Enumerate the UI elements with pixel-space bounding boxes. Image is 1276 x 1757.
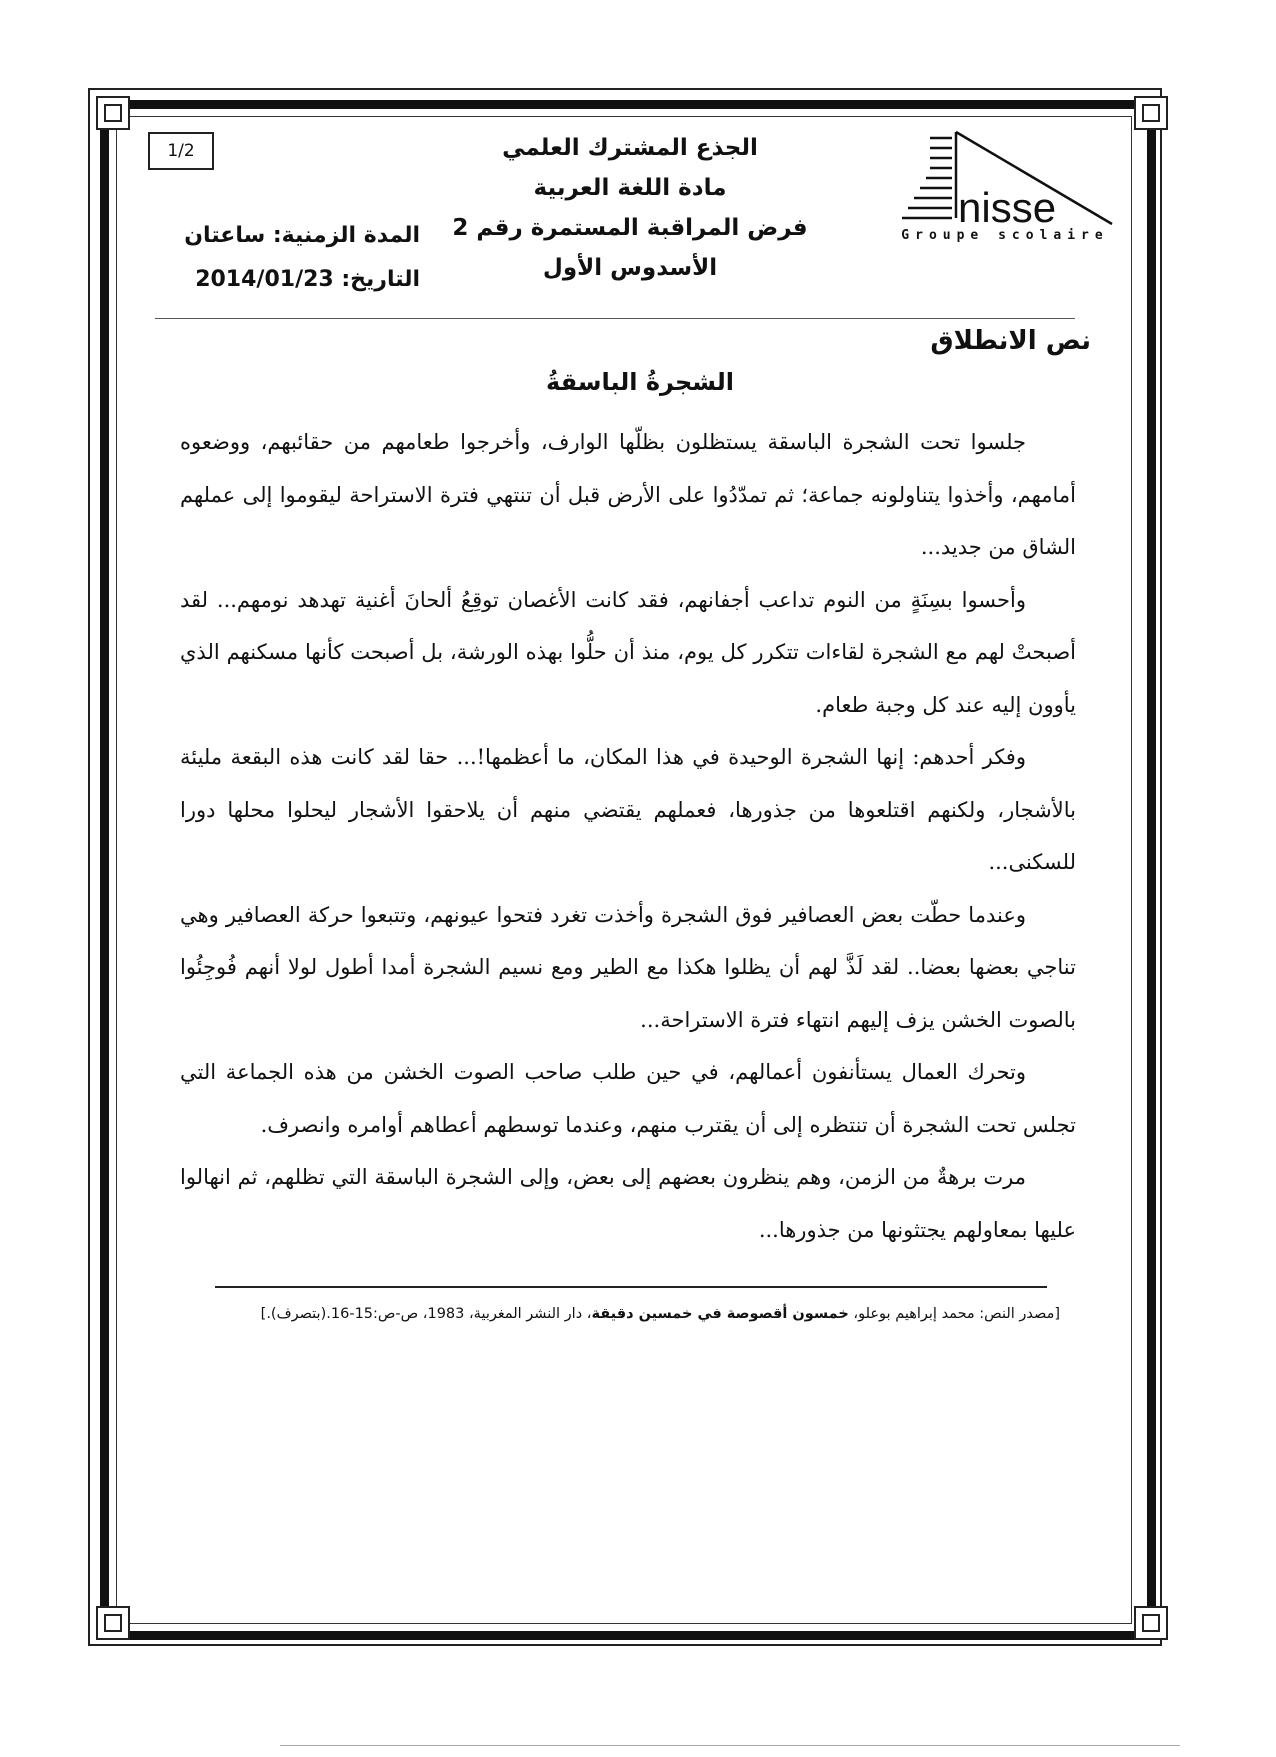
source-suffix: ، دار النشر المغربية، 1983، ص-ص:15-16.(بتصرف).] (260, 1306, 592, 1322)
page-number-box (148, 132, 214, 170)
frame-corner-ornament (1134, 1606, 1168, 1640)
paragraph: وتحرك العمال يستأنفون أعمالهم، في حين طلب صاحب الصوت الخشن من هذه الجماعة التي تجلس تحت الشجرة أن تنتظره إلى أن يقترب منهم، وعندما توسطهم أعطاهم أوامره وانصرف. (180, 1060, 1076, 1137)
exam-label: فرض المراقبة المستمرة رقم 2 (452, 215, 808, 241)
page-number: 1/2 (167, 141, 195, 161)
logo-subtitle: Groupe scolaire (901, 228, 1109, 243)
text-title: الشجرةُ الباسقةُ (546, 368, 734, 396)
paragraph: وأحسوا بسِنَةٍ من النوم تداعب أجفانهم، فقد كانت الأغصان توقِعُ ألحانَ أغنية تهدهد نومهم... لقد أصبحتْ لهم مع الشجرة لقاءات تتكرر كل يوم، منذ أن حلُّوا بهذه الورشة، بل أصبحت كأنها مسكنهم الذي يأوون إليه عند كل وجبة طعام. (180, 587, 1076, 717)
header-divider (155, 318, 1075, 319)
frame-corner-ornament (96, 1606, 130, 1640)
level-label: الجذع المشترك العلمي (502, 135, 758, 161)
duration-label: المدة الزمنية: ساعتان (184, 223, 420, 248)
date-label: التاريخ: 2014/01/23 (195, 267, 420, 292)
paragraph: جلسوا تحت الشجرة الباسقة يستظلون بظلّها الوارف، وأخرجوا طعامهم من حقائبهم، ووضعوه أمامهم، وأخذوا يتناولونه جماعة؛ ثم تمدّدُوا على الأرض قبل أن تنتهي فترة الاستراحة ليقوموا إلى عملهم الشاق من جديد... (180, 430, 1076, 559)
subject-label: مادة اللغة العربية (533, 175, 727, 201)
logo-name: nisse (958, 184, 1057, 231)
exam-meta (180, 214, 420, 302)
section-label: نص الانطلاق (930, 326, 1091, 356)
paragraph: وعندما حطّت بعض العصافير فوق الشجرة وأخذت تغرد فتحوا عيونهم، وتتبعوا حركة العصافير وهي تناجي بعضها بعضا.. لقد لَذَّ لهم أن يظلوا هكذا مع الطير ومع نسيم الشجرة أمدا أطول لولا أنهم فُوجِئُوا بالصوت الخشن يزف إليهم انتهاء فترة الاستراحة... (180, 902, 1076, 1032)
paragraph: وفكر أحدهم: إنها الشجرة الوحيدة في هذا المكان، ما أعظمها!... حقا لقد كانت هذه البقعة مليئة بالأشجار، ولكنهم اقتلعوها من جذورها، فعملهم يقتضي منهم أن يلاحقوا الأشجار ليحلوا محلها دورا للسكنى... (180, 745, 1076, 874)
source-prefix: [مصدر النص: محمد إبراهيم بوعلو، (848, 1306, 1060, 1322)
frame-corner-ornament (1134, 96, 1168, 130)
paragraph: مرت برهةٌ من الزمن، وهم ينظرون بعضهم إلى بعض، وإلى الشجرة الباسقة التي تظلهم، ثم انهالوا عليها بمعاولهم يجتثونها من جذورها... (180, 1165, 1076, 1242)
exam-info (430, 128, 830, 288)
source-citation (180, 1306, 1060, 1322)
source-book: خمسون أقصوصة في خمسين دقيقة (591, 1306, 849, 1322)
source-divider (215, 1286, 1047, 1288)
scan-edge-line (280, 1745, 1180, 1746)
semester-label: الأسدوس الأول (542, 255, 718, 281)
passage (180, 416, 1076, 1256)
frame-corner-ornament (96, 96, 130, 130)
